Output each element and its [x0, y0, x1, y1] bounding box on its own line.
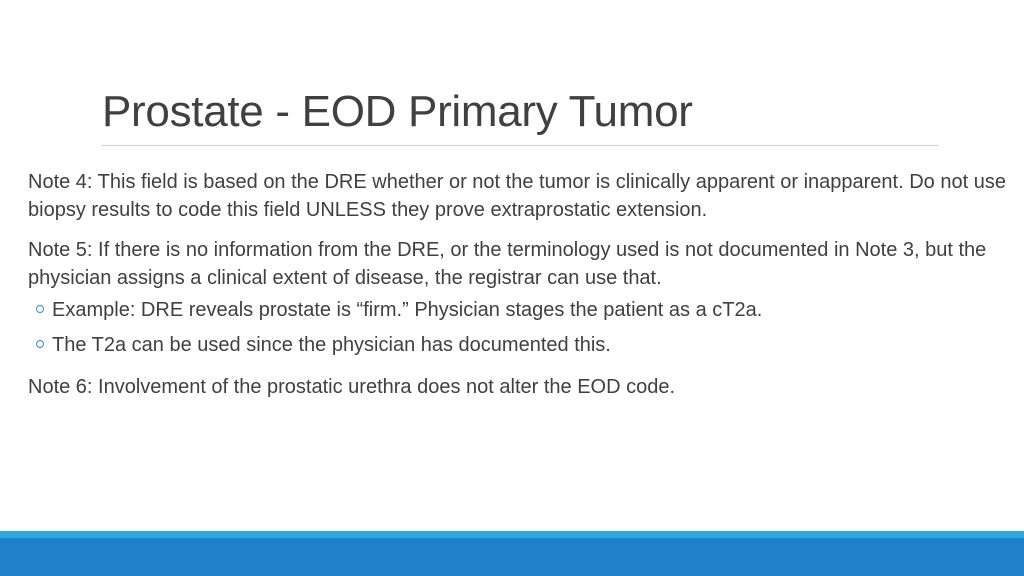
note-5-bullet-list [28, 296, 1012, 359]
bullet-text: The T2a can be used since the physician has documented this. [52, 334, 611, 356]
note-4-paragraph: Note 4: This field is based on the DRE whether or not the tumor is clinically apparent or inapparent. Do not use biopsy results to code this field UNLESS they prove extraprostatic extension. [28, 171, 1006, 221]
footer-band [0, 538, 1024, 576]
note-5-paragraph: Note 5: If there is no information from the DRE, or the terminology used is not documented in Note 3, but the physician assigns a clinical extent of disease, the registrar can use that. [28, 239, 987, 289]
slide-body [28, 168, 1012, 413]
circle-bullet-icon [36, 340, 44, 348]
slide-title: Prostate - EOD Primary Tumor [102, 87, 693, 136]
circle-bullet-icon [36, 305, 44, 313]
footer-accent-stripe [0, 531, 1024, 538]
note-6-paragraph: Note 6: Involvement of the prostatic urethra does not alter the EOD code. [28, 376, 676, 398]
bullet-item-example [36, 296, 1012, 324]
bullet-text: Example: DRE reveals prostate is “firm.” Physician stages the patient as a cT2a. [52, 299, 763, 321]
bullet-item-t2a [36, 331, 1012, 359]
title-divider [102, 145, 938, 146]
